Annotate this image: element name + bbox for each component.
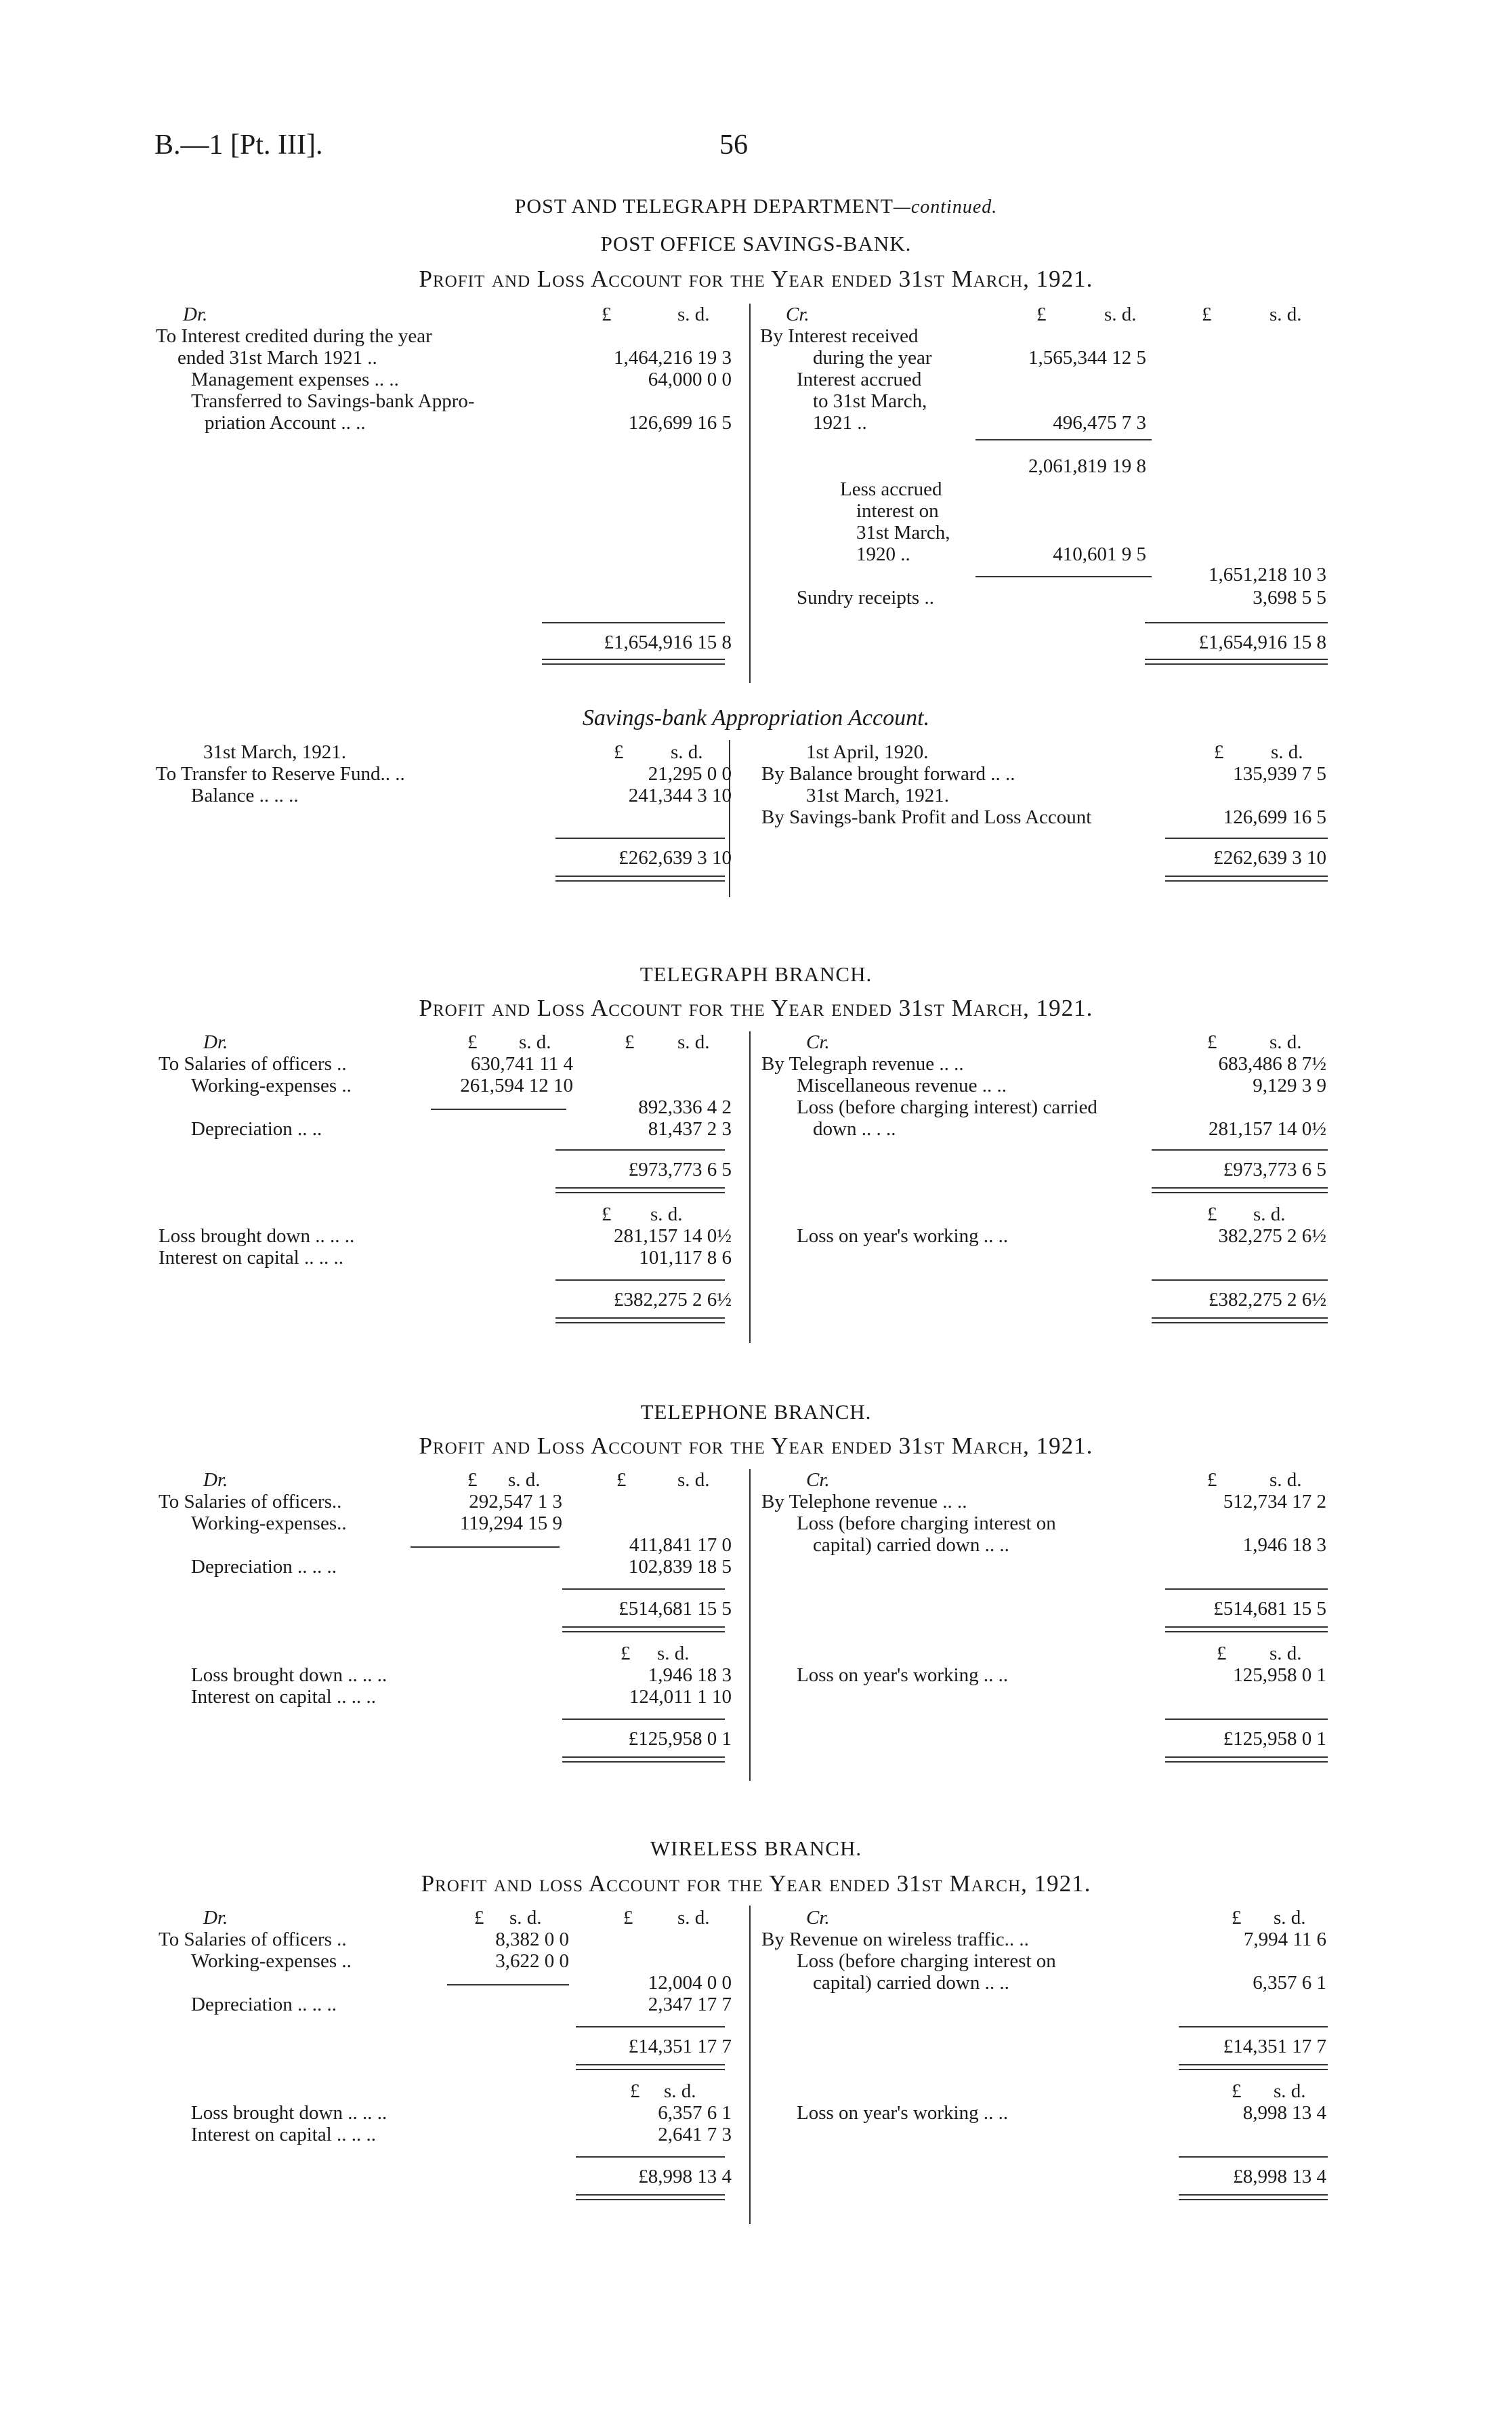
telephone-dr-line-text: Depreciation .. .. .. xyxy=(191,1556,337,1578)
wireless-loss-cr-total: £8,998 13 4 xyxy=(1233,2166,1326,2187)
telegraph-dr-subtotal: 892,336 4 2 xyxy=(638,1096,732,1118)
pound-col-header: £ xyxy=(467,1469,478,1491)
pound-col-header: £ xyxy=(1232,1907,1242,1929)
savings-cr-less-text: 31st March, xyxy=(856,522,950,543)
savings-dr-line-amount: 126,699 16 5 xyxy=(628,412,732,434)
sd-col-header: s. d. xyxy=(664,2080,696,2102)
approp-dr-line-amount: 21,295 0 0 xyxy=(648,763,732,785)
telephone-dr-amount: 292,547 1 3 xyxy=(469,1491,562,1512)
savings-bank-title: POST OFFICE SAVINGS-BANK. xyxy=(600,232,912,255)
pound-col-header: £ xyxy=(1202,304,1212,325)
savings-dr-line-text: priation Account .. .. xyxy=(205,412,366,434)
telegraph-pl-heading: Profit and Loss Account for the Year ended 31st March, 1921. xyxy=(419,995,1093,1021)
savings-cr-line-amount: 496,475 7 3 xyxy=(1053,412,1146,434)
savings-cr-net: 1,651,218 10 3 xyxy=(1209,564,1326,585)
approp-dr-line-text: To Transfer to Reserve Fund.. .. xyxy=(156,763,405,785)
approp-cr-line-text: 31st March, 1921. xyxy=(806,785,950,806)
pound-col-header: £ xyxy=(1217,1643,1227,1664)
sd-col-header: s. d. xyxy=(1104,304,1137,325)
savings-dr-line-text: ended 31st March 1921 .. xyxy=(177,347,377,369)
pound-col-header: £ xyxy=(616,1469,627,1491)
telephone-cr-line-text: By Telephone revenue .. .. xyxy=(761,1491,967,1512)
sd-col-header: s. d. xyxy=(677,1031,710,1053)
appropriation-title: Savings-bank Appropriation Account. xyxy=(582,705,930,730)
sd-col-header: s. d. xyxy=(1269,1031,1302,1053)
wireless-loss-dr-text: Interest on capital .. .. .. xyxy=(191,2124,376,2145)
sd-col-header: s. d. xyxy=(1274,1907,1306,1929)
approp-dr-line-text: Balance .. .. .. xyxy=(191,785,299,806)
telephone-cr-line-text: Loss (before charging interest on xyxy=(797,1512,1056,1534)
sd-col-header: s. d. xyxy=(677,1907,710,1929)
telegraph-cr-amount: 9,129 3 9 xyxy=(1253,1075,1326,1096)
sd-col-header: s. d. xyxy=(1271,741,1303,763)
wireless-dr-line-text: Depreciation .. .. .. xyxy=(191,1994,337,2015)
cr-label: Cr. xyxy=(806,1469,830,1491)
sd-col-header: s. d. xyxy=(677,304,710,325)
sd-col-header: s. d. xyxy=(1269,1469,1302,1491)
savings-dr-total: £1,654,916 15 8 xyxy=(604,632,732,653)
pound-col-header: £ xyxy=(614,741,624,763)
pound-col-header: £ xyxy=(1207,1031,1217,1053)
dr-label: Dr. xyxy=(183,304,208,325)
approp-cr-line-text: By Balance brought forward .. .. xyxy=(761,763,1015,785)
telephone-loss-dr-total: £125,958 0 1 xyxy=(628,1728,732,1750)
telegraph-cr-line-text: Loss (before charging interest) carried xyxy=(797,1096,1097,1118)
sd-col-header: s. d. xyxy=(671,741,703,763)
telegraph-dr-amount: 261,594 12 10 xyxy=(460,1075,573,1096)
sd-col-header: s. d. xyxy=(1253,1203,1286,1225)
telegraph-dr-total: £973,773 6 5 xyxy=(628,1159,732,1180)
savings-cr-less-text: interest on xyxy=(856,500,939,522)
dr-label: Dr. xyxy=(203,1907,228,1929)
telegraph-cr-line-text: down .. . .. xyxy=(813,1118,896,1140)
savings-dr-line-text: To Interest credited during the year xyxy=(156,325,432,347)
wireless-cr-line-text: Loss (before charging interest on xyxy=(797,1950,1056,1972)
telegraph-loss-cr-amount: 382,275 2 6½ xyxy=(1218,1225,1326,1247)
telephone-loss-dr-text: Interest on capital .. .. .. xyxy=(191,1686,376,1708)
sd-col-header: s. d. xyxy=(1274,2080,1306,2102)
telephone-cr-amount: 1,946 18 3 xyxy=(1242,1534,1326,1556)
sd-col-header: s. d. xyxy=(1269,1643,1302,1664)
approp-cr-line-amount: 126,699 16 5 xyxy=(1223,806,1326,828)
savings-cr-less-amount: 410,601 9 5 xyxy=(1053,543,1146,565)
page-reference: B.—1 [Pt. III]. xyxy=(154,129,323,161)
wireless-cr-amount: 6,357 6 1 xyxy=(1253,1972,1326,1994)
wireless-loss-dr-amount: 6,357 6 1 xyxy=(658,2102,732,2124)
wireless-loss-dr-total: £8,998 13 4 xyxy=(638,2166,732,2187)
wireless-loss-dr-amount: 2,641 7 3 xyxy=(658,2124,732,2145)
sd-col-header: s. d. xyxy=(657,1643,690,1664)
wireless-cr-amount: 7,994 11 6 xyxy=(1243,1929,1326,1950)
wireless-cr-line-text: capital) carried down .. .. xyxy=(813,1972,1009,1994)
telephone-loss-cr-total: £125,958 0 1 xyxy=(1223,1728,1326,1750)
telephone-dr-total: £514,681 15 5 xyxy=(618,1598,732,1620)
telegraph-loss-dr-amount: 281,157 14 0½ xyxy=(614,1225,732,1247)
wireless-dr-subtotal: 12,004 0 0 xyxy=(648,1972,732,1994)
telephone-title: TELEPHONE BRANCH. xyxy=(640,1400,872,1424)
telegraph-loss-cr-total: £382,275 2 6½ xyxy=(1209,1289,1326,1311)
telegraph-loss-dr-text: Interest on capital .. .. .. xyxy=(159,1247,343,1269)
department-title xyxy=(0,195,1512,219)
wireless-pl-heading: Profit and loss Account for the Year ended 31st March, 1921. xyxy=(421,1870,1091,1897)
telegraph-cr-total: £973,773 6 5 xyxy=(1223,1159,1326,1180)
pound-col-header: £ xyxy=(1207,1469,1217,1491)
telegraph-dr-line-text: Depreciation .. .. xyxy=(191,1118,322,1140)
telephone-loss-cr-text: Loss on year's working .. .. xyxy=(797,1664,1009,1686)
savings-cr-total: £1,654,916 15 8 xyxy=(1198,632,1326,653)
savings-dr-line-amount: 64,000 0 0 xyxy=(648,369,732,390)
savings-dr-line-text: Management expenses .. .. xyxy=(191,369,399,390)
telegraph-loss-cr-text: Loss on year's working .. .. xyxy=(797,1225,1009,1247)
savings-cr-less-text: 1920 .. xyxy=(856,543,910,565)
savings-pl-heading: Profit and Loss Account for the Year ended 31st March, 1921. xyxy=(419,266,1093,292)
wireless-cr-line-text: By Revenue on wireless traffic.. .. xyxy=(761,1929,1029,1950)
wireless-dr-amount: 8,382 0 0 xyxy=(495,1929,569,1950)
telephone-loss-dr-amount: 124,011 1 10 xyxy=(629,1686,732,1708)
approp-cr-total: £262,639 3 10 xyxy=(1213,847,1326,869)
pound-col-header: £ xyxy=(1214,741,1224,763)
pound-col-header: £ xyxy=(602,304,612,325)
telegraph-cr-amount: 281,157 14 0½ xyxy=(1209,1118,1326,1140)
savings-cr-sundry-text: Sundry receipts .. xyxy=(797,587,934,609)
dr-label: Dr. xyxy=(203,1031,228,1053)
pound-col-header: £ xyxy=(625,1031,635,1053)
telegraph-loss-dr-total: £382,275 2 6½ xyxy=(614,1289,732,1311)
telegraph-cr-amount: 683,486 8 7½ xyxy=(1218,1053,1326,1075)
telephone-dr-line-text: Working-expenses.. xyxy=(191,1512,347,1534)
sd-col-header: s. d. xyxy=(519,1031,551,1053)
telephone-dr-line-text: To Salaries of officers.. xyxy=(159,1491,342,1512)
pound-col-header: £ xyxy=(474,1907,484,1929)
telegraph-cr-line-text: By Telegraph revenue .. .. xyxy=(761,1053,964,1075)
telegraph-cr-line-text: Miscellaneous revenue .. .. xyxy=(797,1075,1007,1096)
telegraph-loss-dr-amount: 101,117 8 6 xyxy=(639,1247,732,1269)
wireless-dr-line-text: Working-expenses .. xyxy=(191,1950,352,1972)
wireless-loss-cr-amount: 8,998 13 4 xyxy=(1242,2102,1326,2124)
telephone-dr-amount: 119,294 15 9 xyxy=(459,1512,562,1534)
telegraph-dr-line-text: Working-expenses .. xyxy=(191,1075,352,1096)
sd-col-header: s. d. xyxy=(1269,304,1302,325)
wireless-loss-dr-text: Loss brought down .. .. .. xyxy=(191,2102,387,2124)
telegraph-dr-amount: 81,437 2 3 xyxy=(648,1118,732,1140)
telephone-cr-amount: 512,734 17 2 xyxy=(1223,1491,1326,1512)
wireless-dr-amount: 2,347 17 7 xyxy=(648,1994,732,2015)
savings-cr-sundry-amount: 3,698 5 5 xyxy=(1253,587,1326,609)
savings-cr-line-amount: 1,565,344 12 5 xyxy=(1028,347,1146,369)
approp-dr-line-amount: 241,344 3 10 xyxy=(628,785,732,806)
pound-col-header: £ xyxy=(1207,1203,1217,1225)
telephone-cr-line-text: capital) carried down .. .. xyxy=(813,1534,1009,1556)
savings-dr-line-text: Transferred to Savings-bank Appro- xyxy=(191,390,475,412)
pound-col-header: £ xyxy=(467,1031,478,1053)
telephone-cr-total: £514,681 15 5 xyxy=(1213,1598,1326,1620)
telegraph-title: TELEGRAPH BRANCH. xyxy=(639,962,873,986)
telephone-pl-heading: Profit and Loss Account for the Year ended 31st March, 1921. xyxy=(419,1433,1093,1459)
telegraph-dr-amount: 630,741 11 4 xyxy=(470,1053,573,1075)
wireless-title: WIRELESS BRANCH. xyxy=(650,1836,862,1860)
savings-cr-line-text: to 31st March, xyxy=(813,390,927,412)
savings-cr-subtotal: 2,061,819 19 8 xyxy=(1028,455,1146,477)
telephone-loss-cr-amount: 125,958 0 1 xyxy=(1233,1664,1326,1686)
savings-cr-line-text: 1921 .. xyxy=(813,412,867,434)
telegraph-loss-dr-text: Loss brought down .. .. .. xyxy=(159,1225,355,1247)
approp-dr-date: 31st March, 1921. xyxy=(203,741,347,763)
wireless-dr-amount: 3,622 0 0 xyxy=(495,1950,569,1972)
savings-cr-less-text: Less accrued xyxy=(840,478,942,500)
cr-label: Cr. xyxy=(786,304,810,325)
pound-col-header: £ xyxy=(623,1907,633,1929)
wireless-cr-total: £14,351 17 7 xyxy=(1223,2036,1326,2057)
telephone-dr-amount: 102,839 18 5 xyxy=(628,1556,732,1578)
pound-col-header: £ xyxy=(621,1643,631,1664)
approp-cr-line-text: By Savings-bank Profit and Loss Account xyxy=(761,806,1092,828)
telephone-dr-subtotal: 411,841 17 0 xyxy=(629,1534,732,1556)
department-name: POST AND TELEGRAPH DEPARTMENT xyxy=(514,195,894,218)
telegraph-dr-line-text: To Salaries of officers .. xyxy=(159,1053,347,1075)
telephone-loss-dr-amount: 1,946 18 3 xyxy=(648,1664,732,1686)
approp-cr-date: 1st April, 1920. xyxy=(806,741,929,763)
approp-dr-total: £262,639 3 10 xyxy=(618,847,732,869)
savings-dr-line-amount: 1,464,216 19 3 xyxy=(614,347,732,369)
sd-col-header: s. d. xyxy=(677,1469,710,1491)
pound-col-header: £ xyxy=(1232,2080,1242,2102)
pound-col-header: £ xyxy=(1036,304,1047,325)
pound-col-header: £ xyxy=(630,2080,640,2102)
wireless-dr-total: £14,351 17 7 xyxy=(628,2036,732,2057)
sd-col-header: s. d. xyxy=(508,1469,541,1491)
pound-col-header: £ xyxy=(602,1203,612,1225)
savings-cr-line-text: By Interest received xyxy=(760,325,919,347)
sd-col-header: s. d. xyxy=(650,1203,683,1225)
department-continued: —continued. xyxy=(893,197,998,218)
wireless-dr-line-text: To Salaries of officers .. xyxy=(159,1929,347,1950)
savings-cr-line-text: during the year xyxy=(813,347,932,369)
cr-label: Cr. xyxy=(806,1907,830,1929)
page-number: 56 xyxy=(719,129,748,161)
cr-label: Cr. xyxy=(806,1031,830,1053)
savings-cr-line-text: Interest accrued xyxy=(797,369,922,390)
wireless-loss-cr-text: Loss on year's working .. .. xyxy=(797,2102,1009,2124)
telephone-loss-dr-text: Loss brought down .. .. .. xyxy=(191,1664,387,1686)
approp-cr-line-amount: 135,939 7 5 xyxy=(1233,763,1326,785)
dr-label: Dr. xyxy=(203,1469,228,1491)
sd-col-header: s. d. xyxy=(509,1907,542,1929)
